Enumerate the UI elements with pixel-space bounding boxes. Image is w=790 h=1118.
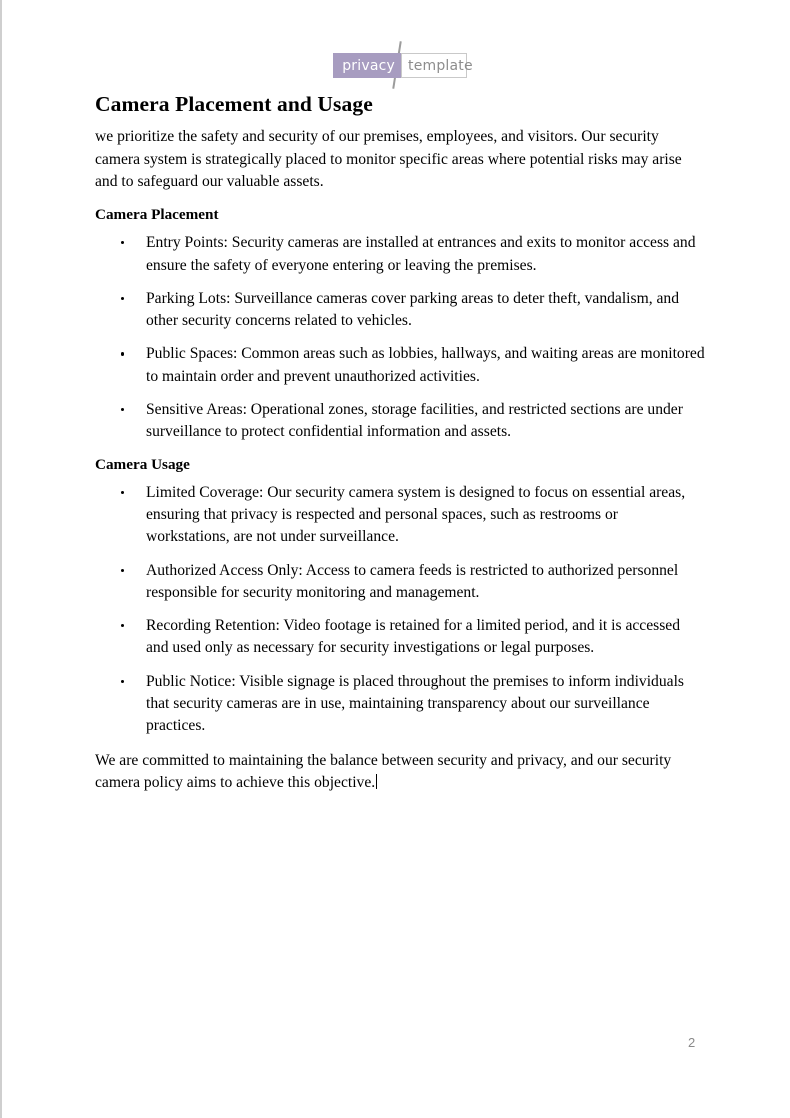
list-item-text: Parking Lots: Surveillance cameras cover parking areas to deter theft, vandalism, and other security concerns related to vehicles.	[146, 289, 680, 330]
list-item	[95, 615, 705, 660]
closing-paragraph	[95, 750, 705, 795]
logo-privacy-label: privacy	[342, 57, 395, 74]
bullet-dot-icon	[121, 624, 124, 627]
section-heading-camera-usage: Camera Usage	[95, 455, 190, 473]
bullet-dot-icon	[121, 569, 124, 572]
camera-usage-list	[95, 482, 705, 738]
privacy-template-logo	[333, 44, 473, 86]
list-item	[95, 671, 705, 738]
list-item-text: Public Spaces: Common areas such as lobbies, hallways, and waiting areas are monitored to maintain order and prevent unauthorized activities.	[146, 345, 705, 385]
list-item	[95, 288, 705, 333]
list-item	[95, 232, 705, 277]
list-item-text: Sensitive Areas: Operational zones, storage facilities, and restricted sections are under surveillance to protect confidential information and assets.	[146, 401, 683, 441]
bullet-dot-icon	[121, 241, 124, 244]
closing-block	[95, 750, 705, 795]
list-item	[95, 560, 705, 605]
bullet-dot-icon	[121, 297, 124, 300]
list-item-text: Recording Retention: Video footage is retained for a limited period, and it is accessed and used only as necessary for security investigations or legal purposes.	[146, 617, 681, 657]
bullet-dot-icon	[121, 491, 124, 494]
bullet-dot-icon	[121, 352, 124, 355]
page-number: 2	[688, 1035, 696, 1050]
list-item-text: Limited Coverage: Our security camera system is designed to focus on essential areas, ensuring that privacy is respected and personal spaces, such as restrooms or workstations, are not under surveillance.	[146, 483, 686, 546]
intro-paragraph: we prioritize the safety and security of our premises, employees, and visitors. Our security camera system is strategically placed to monitor specific areas where potential risks may arise and to safeguard our valuable assets.	[95, 128, 682, 190]
camera-placement-list	[95, 232, 705, 443]
bullet-dot-icon	[121, 408, 124, 411]
bullet-dot-icon	[121, 680, 124, 683]
section-heading-camera-placement: Camera Placement	[95, 206, 219, 224]
list-item	[95, 399, 705, 444]
list-item-text: Public Notice: Visible signage is placed throughout the premises to inform individuals that security cameras are in use, maintaining transparency about our surveillance practices.	[146, 672, 684, 735]
list-item-text: Authorized Access Only: Access to camera feeds is restricted to authorized personnel responsible for security monitoring and management.	[146, 561, 679, 601]
closing-text: We are committed to maintaining the balance between security and privacy, and our security camera policy aims to achieve this objective.	[95, 751, 672, 791]
list-item	[95, 482, 705, 549]
list-item	[95, 343, 705, 388]
page-title: Camera Placement and Usage	[95, 92, 373, 116]
list-item-text: Entry Points: Security cameras are installed at entrances and exits to monitor access and ensure the safety of everyone entering or leaving the premises.	[146, 234, 696, 274]
logo-template-label: template	[408, 57, 473, 74]
document-content[interactable]	[95, 92, 705, 794]
logo-privacy-box	[333, 53, 401, 78]
text-cursor-caret	[376, 774, 377, 789]
logo-template-box	[401, 53, 473, 78]
